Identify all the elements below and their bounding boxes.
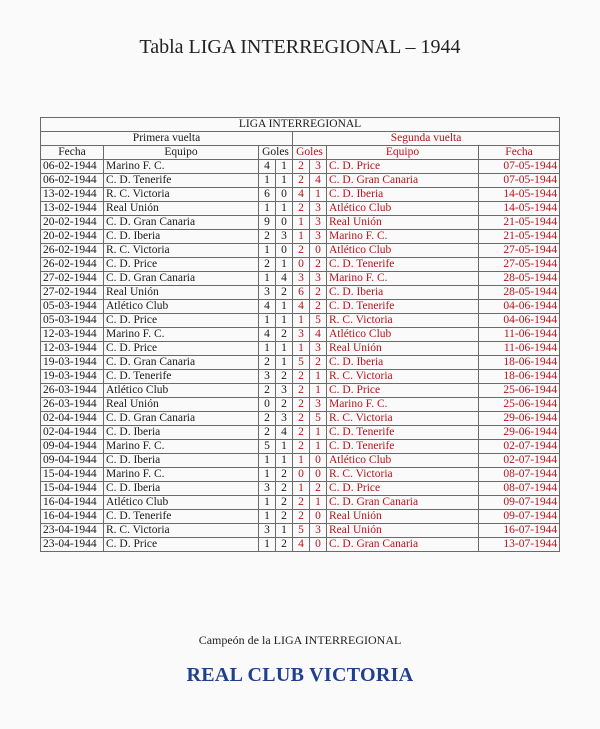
- cell-fecha-1: 02-04-1944: [41, 412, 104, 426]
- cell-fecha-1: 16-04-1944: [41, 496, 104, 510]
- cell-goles-2a: 2: [293, 384, 310, 398]
- cell-goles-2a: 6: [293, 286, 310, 300]
- cell-goles-2b: 1: [310, 188, 327, 202]
- cell-equipo-1: Atlético Club: [104, 496, 259, 510]
- cell-equipo-1: C. D. Price: [104, 258, 259, 272]
- cell-goles-1a: 1: [259, 496, 276, 510]
- cell-equipo-1: Marino F. C.: [104, 468, 259, 482]
- cell-goles-1b: 1: [276, 440, 293, 454]
- cell-goles-2a: 2: [293, 174, 310, 188]
- cell-goles-2a: 2: [293, 202, 310, 216]
- cell-fecha-2: 16-07-1944: [479, 524, 560, 538]
- table-row: [41, 510, 560, 524]
- cell-fecha-2: 25-06-1944: [479, 384, 560, 398]
- cell-fecha-1: 15-04-1944: [41, 468, 104, 482]
- segunda-vuelta-header: Segunda vuelta: [293, 132, 560, 146]
- cell-goles-1b: 2: [276, 510, 293, 524]
- cell-fecha-2: 09-07-1944: [479, 510, 560, 524]
- cell-equipo-2: Marino F. C.: [327, 230, 479, 244]
- cell-goles-2a: 0: [293, 258, 310, 272]
- cell-fecha-1: 06-02-1944: [41, 174, 104, 188]
- cell-goles-2b: 4: [310, 328, 327, 342]
- cell-goles-1b: 1: [276, 524, 293, 538]
- cell-fecha-1: 26-02-1944: [41, 244, 104, 258]
- cell-goles-2b: 4: [310, 174, 327, 188]
- cell-goles-2b: 2: [310, 286, 327, 300]
- cell-fecha-2: 21-05-1944: [479, 216, 560, 230]
- cell-fecha-2: 13-07-1944: [479, 538, 560, 552]
- cell-equipo-1: C. D. Tenerife: [104, 174, 259, 188]
- cell-fecha-2: 29-06-1944: [479, 426, 560, 440]
- cell-equipo-2: Marino F. C.: [327, 272, 479, 286]
- table-row: [41, 384, 560, 398]
- cell-fecha-2: 02-07-1944: [479, 454, 560, 468]
- cell-goles-2a: 1: [293, 342, 310, 356]
- cell-equipo-1: C. D. Gran Canaria: [104, 216, 259, 230]
- cell-goles-1b: 2: [276, 482, 293, 496]
- table-row: [41, 216, 560, 230]
- cell-goles-2a: 3: [293, 328, 310, 342]
- cell-equipo-1: C. D. Price: [104, 538, 259, 552]
- cell-goles-2a: 1: [293, 230, 310, 244]
- cell-fecha-2: 14-05-1944: [479, 188, 560, 202]
- cell-fecha-2: 07-05-1944: [479, 174, 560, 188]
- table-row: [41, 370, 560, 384]
- cell-goles-2b: 1: [310, 370, 327, 384]
- cell-fecha-2: 07-05-1944: [479, 160, 560, 174]
- cell-equipo-2: Atlético Club: [327, 202, 479, 216]
- cell-goles-1b: 0: [276, 244, 293, 258]
- col-header-goles-1: Goles: [259, 146, 293, 160]
- cell-fecha-1: 06-02-1944: [41, 160, 104, 174]
- cell-equipo-1: C. D. Gran Canaria: [104, 272, 259, 286]
- cell-fecha-2: 04-06-1944: [479, 314, 560, 328]
- table-row: [41, 356, 560, 370]
- cell-equipo-2: R. C. Victoria: [327, 468, 479, 482]
- cell-goles-2b: 1: [310, 384, 327, 398]
- cell-goles-2b: 3: [310, 272, 327, 286]
- cell-fecha-2: 29-06-1944: [479, 412, 560, 426]
- cell-goles-1a: 1: [259, 538, 276, 552]
- table-row: [41, 468, 560, 482]
- cell-goles-2b: 2: [310, 300, 327, 314]
- cell-goles-1a: 1: [259, 244, 276, 258]
- cell-equipo-1: Marino F. C.: [104, 160, 259, 174]
- cell-fecha-1: 13-02-1944: [41, 202, 104, 216]
- cell-fecha-1: 02-04-1944: [41, 426, 104, 440]
- cell-goles-1b: 3: [276, 384, 293, 398]
- cell-equipo-2: Marino F. C.: [327, 398, 479, 412]
- cell-fecha-2: 09-07-1944: [479, 496, 560, 510]
- cell-goles-2b: 0: [310, 538, 327, 552]
- cell-equipo-1: C. D. Iberia: [104, 426, 259, 440]
- cell-fecha-2: 18-06-1944: [479, 356, 560, 370]
- col-header-fecha-1: Fecha: [41, 146, 104, 160]
- cell-equipo-1: C. D. Price: [104, 314, 259, 328]
- table-row: [41, 300, 560, 314]
- cell-goles-2a: 4: [293, 188, 310, 202]
- cell-goles-2a: 3: [293, 272, 310, 286]
- cell-fecha-1: 13-02-1944: [41, 188, 104, 202]
- cell-goles-1a: 2: [259, 258, 276, 272]
- cell-goles-1a: 1: [259, 342, 276, 356]
- cell-fecha-2: 25-06-1944: [479, 398, 560, 412]
- cell-equipo-1: Marino F. C.: [104, 328, 259, 342]
- cell-goles-1b: 2: [276, 328, 293, 342]
- cell-goles-2a: 2: [293, 412, 310, 426]
- cell-fecha-2: 14-05-1944: [479, 202, 560, 216]
- cell-fecha-1: 23-04-1944: [41, 524, 104, 538]
- cell-equipo-2: C. D. Price: [327, 160, 479, 174]
- cell-goles-2a: 2: [293, 496, 310, 510]
- cell-goles-2b: 2: [310, 356, 327, 370]
- cell-goles-1b: 1: [276, 342, 293, 356]
- cell-goles-1b: 2: [276, 468, 293, 482]
- page-title: Tabla LIGA INTERREGIONAL – 1944: [139, 36, 461, 58]
- cell-goles-2b: 0: [310, 510, 327, 524]
- cell-goles-2b: 3: [310, 202, 327, 216]
- cell-equipo-2: C. D. Price: [327, 384, 479, 398]
- cell-goles-2a: 1: [293, 216, 310, 230]
- cell-equipo-2: Atlético Club: [327, 454, 479, 468]
- cell-equipo-2: C. D. Tenerife: [327, 440, 479, 454]
- cell-equipo-1: C. D. Tenerife: [104, 510, 259, 524]
- cell-equipo-1: Real Unión: [104, 202, 259, 216]
- col-header-equipo-1: Equipo: [104, 146, 259, 160]
- cell-goles-2b: 3: [310, 342, 327, 356]
- cell-goles-1b: 2: [276, 370, 293, 384]
- cell-fecha-1: 26-03-1944: [41, 384, 104, 398]
- cell-goles-1a: 2: [259, 412, 276, 426]
- cell-goles-2b: 1: [310, 426, 327, 440]
- cell-equipo-1: Real Unión: [104, 286, 259, 300]
- cell-equipo-1: C. D. Iberia: [104, 482, 259, 496]
- cell-fecha-1: 26-02-1944: [41, 258, 104, 272]
- cell-goles-2a: 0: [293, 468, 310, 482]
- cell-goles-1b: 4: [276, 272, 293, 286]
- cell-goles-1b: 1: [276, 160, 293, 174]
- cell-fecha-2: 08-07-1944: [479, 482, 560, 496]
- table-row: [41, 244, 560, 258]
- cell-equipo-1: C. D. Gran Canaria: [104, 412, 259, 426]
- cell-goles-1b: 3: [276, 230, 293, 244]
- cell-fecha-2: 04-06-1944: [479, 300, 560, 314]
- cell-fecha-2: 27-05-1944: [479, 244, 560, 258]
- table-row: [41, 258, 560, 272]
- cell-goles-1a: 5: [259, 440, 276, 454]
- cell-fecha-1: 19-03-1944: [41, 370, 104, 384]
- cell-equipo-2: C. D. Tenerife: [327, 426, 479, 440]
- cell-equipo-1: C. D. Iberia: [104, 454, 259, 468]
- results-body: [41, 160, 560, 552]
- cell-goles-1b: 1: [276, 258, 293, 272]
- cell-fecha-2: 28-05-1944: [479, 286, 560, 300]
- cell-goles-2b: 5: [310, 412, 327, 426]
- cell-equipo-2: R. C. Victoria: [327, 412, 479, 426]
- champion-name: REAL CLUB VICTORIA: [186, 664, 414, 686]
- cell-goles-2a: 4: [293, 300, 310, 314]
- cell-goles-2b: 3: [310, 398, 327, 412]
- cell-goles-1a: 3: [259, 286, 276, 300]
- cell-goles-2a: 1: [293, 454, 310, 468]
- cell-fecha-2: 18-06-1944: [479, 370, 560, 384]
- cell-goles-2b: 1: [310, 440, 327, 454]
- cell-goles-1a: 4: [259, 328, 276, 342]
- cell-fecha-1: 23-04-1944: [41, 538, 104, 552]
- table-row: [41, 272, 560, 286]
- cell-goles-1a: 2: [259, 356, 276, 370]
- cell-goles-1a: 3: [259, 370, 276, 384]
- cell-goles-2b: 1: [310, 496, 327, 510]
- cell-equipo-1: C. D. Price: [104, 342, 259, 356]
- cell-goles-1a: 4: [259, 300, 276, 314]
- cell-goles-2a: 2: [293, 426, 310, 440]
- cell-goles-2b: 3: [310, 160, 327, 174]
- cell-equipo-1: Atlético Club: [104, 384, 259, 398]
- table-row: [41, 398, 560, 412]
- cell-equipo-1: C. D. Gran Canaria: [104, 356, 259, 370]
- table-row: [41, 426, 560, 440]
- cell-equipo-2: Real Unión: [327, 216, 479, 230]
- cell-fecha-1: 09-04-1944: [41, 440, 104, 454]
- table-row: [41, 412, 560, 426]
- cell-equipo-2: C. D. Gran Canaria: [327, 174, 479, 188]
- table-row: [41, 524, 560, 538]
- table-row: [41, 160, 560, 174]
- cell-fecha-1: 20-02-1944: [41, 216, 104, 230]
- cell-goles-1b: 1: [276, 300, 293, 314]
- cell-equipo-2: C. D. Tenerife: [327, 300, 479, 314]
- cell-goles-1a: 2: [259, 384, 276, 398]
- cell-equipo-2: C. D. Gran Canaria: [327, 496, 479, 510]
- cell-equipo-2: Real Unión: [327, 342, 479, 356]
- cell-goles-1b: 1: [276, 356, 293, 370]
- table-row: [41, 440, 560, 454]
- table-caption: LIGA INTERREGIONAL: [41, 118, 560, 132]
- cell-goles-2b: 2: [310, 258, 327, 272]
- cell-goles-2b: 0: [310, 468, 327, 482]
- cell-goles-2b: 3: [310, 230, 327, 244]
- cell-equipo-2: C. D. Tenerife: [327, 258, 479, 272]
- cell-goles-1a: 1: [259, 272, 276, 286]
- cell-goles-2b: 0: [310, 244, 327, 258]
- cell-goles-1a: 1: [259, 454, 276, 468]
- table-row: [41, 454, 560, 468]
- cell-goles-1a: 3: [259, 482, 276, 496]
- cell-goles-2a: 2: [293, 244, 310, 258]
- cell-goles-1b: 1: [276, 314, 293, 328]
- table-row: [41, 328, 560, 342]
- col-header-equipo-2: Equipo: [327, 146, 479, 160]
- cell-equipo-1: Marino F. C.: [104, 440, 259, 454]
- table-row: [41, 230, 560, 244]
- cell-equipo-1: Atlético Club: [104, 300, 259, 314]
- cell-goles-1b: 2: [276, 496, 293, 510]
- col-header-goles-2: Goles: [293, 146, 327, 160]
- cell-goles-2b: 0: [310, 454, 327, 468]
- cell-fecha-1: 16-04-1944: [41, 510, 104, 524]
- cell-goles-1b: 1: [276, 174, 293, 188]
- cell-goles-2a: 2: [293, 370, 310, 384]
- cell-equipo-2: R. C. Victoria: [327, 370, 479, 384]
- cell-goles-1a: 1: [259, 174, 276, 188]
- cell-goles-1b: 1: [276, 202, 293, 216]
- cell-fecha-1: 12-03-1944: [41, 328, 104, 342]
- cell-equipo-2: Atlético Club: [327, 244, 479, 258]
- cell-goles-2b: 3: [310, 524, 327, 538]
- cell-goles-1a: 1: [259, 314, 276, 328]
- cell-goles-2a: 4: [293, 538, 310, 552]
- cell-fecha-1: 12-03-1944: [41, 342, 104, 356]
- cell-goles-1b: 4: [276, 426, 293, 440]
- cell-goles-2a: 2: [293, 440, 310, 454]
- cell-fecha-1: 27-02-1944: [41, 272, 104, 286]
- table-row: [41, 314, 560, 328]
- cell-equipo-1: R. C. Victoria: [104, 524, 259, 538]
- cell-equipo-2: C. D. Iberia: [327, 356, 479, 370]
- cell-fecha-2: 28-05-1944: [479, 272, 560, 286]
- table-row: [41, 202, 560, 216]
- cell-goles-1b: 2: [276, 286, 293, 300]
- cell-goles-1b: 0: [276, 216, 293, 230]
- cell-fecha-1: 15-04-1944: [41, 482, 104, 496]
- cell-equipo-2: Atlético Club: [327, 328, 479, 342]
- cell-equipo-2: Real Unión: [327, 524, 479, 538]
- cell-goles-1a: 9: [259, 216, 276, 230]
- cell-fecha-2: 02-07-1944: [479, 440, 560, 454]
- cell-goles-2a: 1: [293, 482, 310, 496]
- cell-goles-2a: 5: [293, 524, 310, 538]
- cell-equipo-2: C. D. Iberia: [327, 286, 479, 300]
- cell-goles-1a: 1: [259, 202, 276, 216]
- col-header-fecha-2: Fecha: [479, 146, 560, 160]
- cell-goles-1b: 1: [276, 454, 293, 468]
- cell-equipo-1: C. D. Tenerife: [104, 370, 259, 384]
- cell-goles-2a: 2: [293, 510, 310, 524]
- cell-fecha-1: 05-03-1944: [41, 300, 104, 314]
- cell-goles-1a: 6: [259, 188, 276, 202]
- cell-goles-1a: 3: [259, 524, 276, 538]
- cell-equipo-1: Real Unión: [104, 398, 259, 412]
- cell-goles-2a: 2: [293, 160, 310, 174]
- cell-goles-1a: 1: [259, 468, 276, 482]
- cell-equipo-2: R. C. Victoria: [327, 314, 479, 328]
- table-row: [41, 482, 560, 496]
- cell-equipo-2: Real Unión: [327, 510, 479, 524]
- table-row: [41, 538, 560, 552]
- cell-fecha-2: 11-06-1944: [479, 342, 560, 356]
- cell-equipo-1: R. C. Victoria: [104, 188, 259, 202]
- cell-fecha-2: 11-06-1944: [479, 328, 560, 342]
- cell-fecha-1: 20-02-1944: [41, 230, 104, 244]
- cell-fecha-1: 09-04-1944: [41, 454, 104, 468]
- cell-goles-2b: 2: [310, 482, 327, 496]
- cell-fecha-1: 27-02-1944: [41, 286, 104, 300]
- cell-fecha-1: 19-03-1944: [41, 356, 104, 370]
- cell-goles-1a: 1: [259, 510, 276, 524]
- cell-goles-1b: 2: [276, 398, 293, 412]
- cell-fecha-2: 27-05-1944: [479, 258, 560, 272]
- cell-goles-1b: 3: [276, 412, 293, 426]
- cell-fecha-2: 08-07-1944: [479, 468, 560, 482]
- cell-goles-1a: 0: [259, 398, 276, 412]
- table-row: [41, 188, 560, 202]
- cell-equipo-2: C. D. Gran Canaria: [327, 538, 479, 552]
- cell-goles-1b: 2: [276, 538, 293, 552]
- cell-goles-1a: 4: [259, 160, 276, 174]
- cell-equipo-2: C. D. Price: [327, 482, 479, 496]
- table-row: [41, 496, 560, 510]
- cell-fecha-1: 05-03-1944: [41, 314, 104, 328]
- cell-equipo-1: C. D. Iberia: [104, 230, 259, 244]
- cell-goles-1b: 0: [276, 188, 293, 202]
- cell-goles-2a: 1: [293, 314, 310, 328]
- table-row: [41, 174, 560, 188]
- cell-fecha-2: 21-05-1944: [479, 230, 560, 244]
- champion-subtitle: Campeón de la LIGA INTERREGIONAL: [198, 633, 402, 647]
- cell-goles-1a: 2: [259, 426, 276, 440]
- results-table: [40, 117, 560, 552]
- table-row: [41, 342, 560, 356]
- cell-goles-1a: 2: [259, 230, 276, 244]
- cell-goles-2a: 2: [293, 398, 310, 412]
- cell-goles-2b: 5: [310, 314, 327, 328]
- cell-goles-2b: 3: [310, 216, 327, 230]
- cell-goles-2a: 5: [293, 356, 310, 370]
- primera-vuelta-header: Primera vuelta: [41, 132, 293, 146]
- cell-equipo-2: C. D. Iberia: [327, 188, 479, 202]
- table-row: [41, 286, 560, 300]
- cell-fecha-1: 26-03-1944: [41, 398, 104, 412]
- cell-equipo-1: R. C. Victoria: [104, 244, 259, 258]
